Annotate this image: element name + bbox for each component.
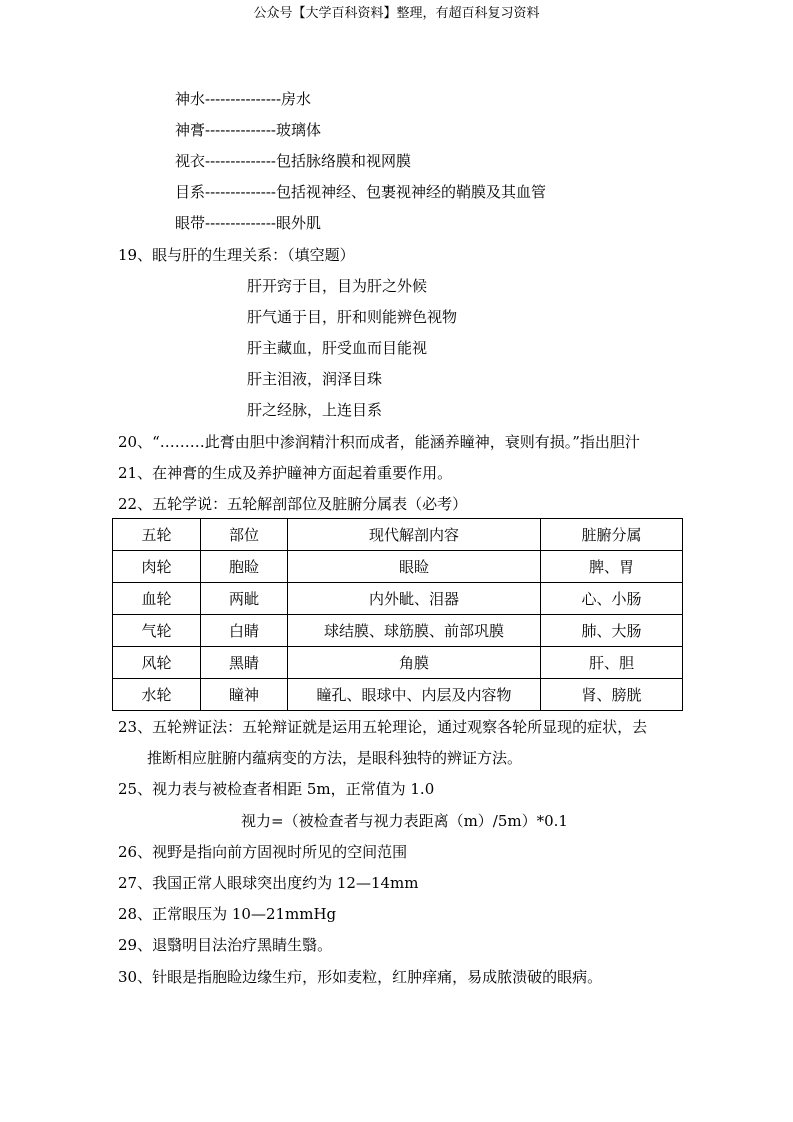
table-row <box>113 679 683 711</box>
table-row <box>113 647 683 679</box>
table-header-cell: 现代解剖内容 <box>288 519 541 551</box>
q19-item: 肝主泪液，润泽目珠 <box>247 370 383 388</box>
table-cell: 肉轮 <box>113 551 201 583</box>
table-cell: 两眦 <box>201 583 288 615</box>
question-28: 28、正常眼压为 10—21mmHg <box>118 905 337 923</box>
q19-item: 肝之经脉，上连目系 <box>247 401 383 419</box>
mapping-line: 视衣--------------包括脉络膜和视网膜 <box>175 152 411 170</box>
question-23-line1: 23、五轮辨证法：五轮辩证就是运用五轮理论，通过观察各轮所显现的症状，去 <box>118 718 648 736</box>
q19-item: 肝气通于目，肝和则能辨色视物 <box>247 308 458 326</box>
table-cell: 眼睑 <box>288 551 541 583</box>
table-cell: 水轮 <box>113 679 201 711</box>
table-cell: 肾、膀胱 <box>541 679 683 711</box>
question-20: 20、“………此膏由胆中渗润精汁积而成者，能涵养瞳神，衰则有损。”指出胆汁 <box>118 433 640 451</box>
table-row <box>113 551 683 583</box>
table-cell: 肝、胆 <box>541 647 683 679</box>
question-29: 29、退翳明目法治疗黑睛生翳。 <box>118 936 333 954</box>
question-23-line2: 推断相应脏腑内蕴病变的方法，是眼科独特的辨证方法。 <box>147 749 523 767</box>
table-cell: 肺、大肠 <box>541 615 683 647</box>
table-row <box>113 615 683 647</box>
table-cell: 风轮 <box>113 647 201 679</box>
question-21: 21、在神膏的生成及养护瞳神方面起着重要作用。 <box>118 464 453 482</box>
table-header-cell: 五轮 <box>113 519 201 551</box>
q19-item: 肝主藏血，肝受血而目能视 <box>247 339 428 357</box>
question-19-title: 19、眼与肝的生理关系：（填空题） <box>118 246 355 264</box>
mapping-line: 神水---------------房水 <box>175 90 312 108</box>
table-cell: 黑睛 <box>201 647 288 679</box>
table-cell: 球结膜、球筋膜、前部巩膜 <box>288 615 541 647</box>
q19-item: 肝开窍于目，目为肝之外候 <box>247 277 428 295</box>
table-header-cell: 部位 <box>201 519 288 551</box>
table-cell: 胞睑 <box>201 551 288 583</box>
question-26: 26、视野是指向前方固视时所见的空间范围 <box>118 843 408 861</box>
mapping-line: 目系--------------包括视神经、包裹视神经的鞘膜及其血管 <box>175 183 546 201</box>
table-cell: 白睛 <box>201 615 288 647</box>
table-cell: 瞳神 <box>201 679 288 711</box>
page-header: 公众号【大学百科资料】整理，有超百科复习资料 <box>253 6 540 21</box>
table-cell: 脾、胃 <box>541 551 683 583</box>
table-cell: 心、小肠 <box>541 583 683 615</box>
table-header-row <box>113 519 683 551</box>
table-cell: 气轮 <box>113 615 201 647</box>
table-cell: 角膜 <box>288 647 541 679</box>
question-25: 25、视力表与被检查者相距 5m，正常值为 1.0 <box>118 780 435 798</box>
table-row <box>113 583 683 615</box>
table-cell: 血轮 <box>113 583 201 615</box>
vision-formula: 视力=（被检查者与视力表距离（m）/5m）*0.1 <box>241 812 568 830</box>
question-30: 30、针眼是指胞睑边缘生疖，形如麦粒，红肿痒痛，易成脓溃破的眼病。 <box>118 968 603 986</box>
question-27: 27、我国正常人眼球突出度约为 12—14mm <box>118 874 419 892</box>
mapping-line: 神膏--------------玻璃体 <box>175 121 321 139</box>
table-cell: 瞳孔、眼球中、内层及内容物 <box>288 679 541 711</box>
table-cell: 内外眦、泪器 <box>288 583 541 615</box>
table-header-cell: 脏腑分属 <box>541 519 683 551</box>
question-22: 22、五轮学说：五轮解剖部位及脏腑分属表（必考） <box>118 495 468 513</box>
five-wheels-table <box>112 518 683 711</box>
mapping-line: 眼带--------------眼外肌 <box>175 214 321 232</box>
